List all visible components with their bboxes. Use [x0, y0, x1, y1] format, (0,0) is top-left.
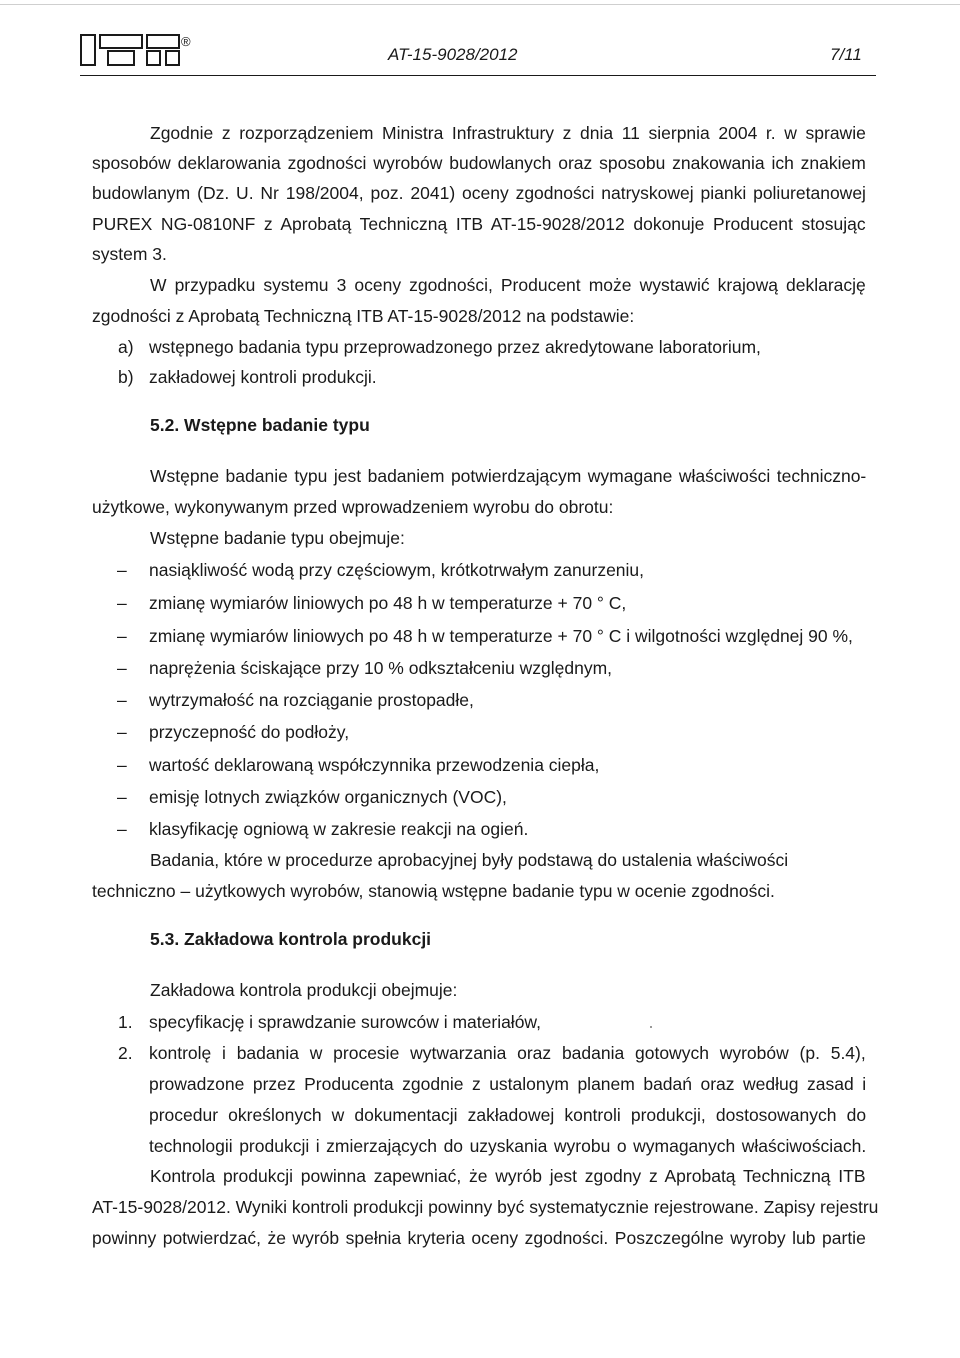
- paragraph-line: AT-15-9028/2012. Wyniki kontroli produkcji powinny być systematycznie rejestrowane. Zapisy rejestru: [92, 1197, 879, 1217]
- list-item: kontrolę i badania w procesie wytwarzania oraz badania gotowych wyrobów (p. 5.4),: [149, 1043, 866, 1063]
- list-item: klasyfikację ogniową w zakresie reakcji na ogień.: [149, 819, 529, 839]
- dash-bullet: –: [117, 690, 127, 710]
- page-number: 7/11: [830, 45, 862, 64]
- list-item-continuation: prowadzone przez Producenta zgodnie z ustalonym planem badań oraz według zasad i: [149, 1074, 867, 1094]
- paragraph-line: Badania, które w procedurze aprobacyjnej były podstawą do ustalenia właściwości: [150, 850, 789, 870]
- list-label: 1.: [118, 1012, 133, 1032]
- intro-line: sposobów deklarowania zgodności wyrobów budowlanych oraz sposobu znakowania ich znakiem: [92, 153, 866, 173]
- intro-line: PUREX NG-0810NF z Aprobatą Techniczną ITB AT-15-9028/2012 dokonuje Producent stosując: [92, 214, 866, 234]
- scan-edge-line: [0, 4, 960, 5]
- registered-mark: ®: [181, 34, 191, 49]
- paragraph-line: Wstępne badanie typu jest badaniem potwierdzającym wymagane właściwości techniczno-: [150, 466, 867, 486]
- dash-bullet: –: [117, 626, 127, 646]
- list-intro: Zakładowa kontrola produkcji obejmuje:: [150, 980, 458, 1000]
- itb-logo: [80, 32, 200, 73]
- list-item: nasiąkliwość wodą przy częściowym, krótkotrwałym zanurzeniu,: [149, 560, 645, 580]
- list-label: b): [118, 367, 134, 387]
- dash-bullet: –: [117, 722, 127, 742]
- dash-bullet: –: [117, 819, 127, 839]
- list-item: wytrzymałość na rozciąganie prostopadłe,: [149, 690, 474, 710]
- list-item-continuation: procedur określonych w dokumentacji zakładowej kontroli produkcji, dostosowanych do: [149, 1105, 867, 1125]
- section-heading: 5.2. Wstępne badanie typu: [150, 415, 370, 435]
- list-item: zmianę wymiarów liniowych po 48 h w temperaturze + 70 ° C i wilgotności względnej 90 %,: [149, 626, 853, 646]
- dash-bullet: –: [117, 658, 127, 678]
- list-item: specyfikację i sprawdzanie surowców i materiałów,: [149, 1012, 541, 1032]
- doc-number: AT-15-9028/2012: [388, 45, 518, 64]
- list-item: wstępnego badania typu przeprowadzonego przez akredytowane laboratorium,: [149, 337, 761, 357]
- list-intro: Wstępne badanie typu obejmuje:: [150, 528, 405, 548]
- list-item: naprężenia ściskające przy 10 % odkształceniu względnym,: [149, 658, 613, 678]
- paragraph-line: użytkowe, wykonywanym przed wprowadzeniem wyrobu do obrotu:: [92, 497, 614, 517]
- list-item-continuation: technologii produkcji i zmierzających do uzyskania wyrobu o wymaganych właściwościach.: [149, 1136, 867, 1156]
- dash-bullet: –: [117, 593, 127, 613]
- dash-bullet: –: [117, 560, 127, 580]
- paragraph-line: powinny potwierdzać, że wyrób spełnia kryteria oceny zgodności. Poszczególne wyroby lub partie: [92, 1228, 866, 1248]
- list-label: 2.: [118, 1043, 133, 1063]
- system3-line: zgodności z Aprobatą Techniczną ITB AT-15-9028/2012 na podstawie:: [92, 306, 635, 326]
- scan-speck: [650, 1026, 652, 1028]
- list-item: emisję lotnych związków organicznych (VOC),: [149, 787, 507, 807]
- dash-bullet: –: [117, 755, 127, 775]
- header-rule: [80, 75, 876, 76]
- system3-line: W przypadku systemu 3 oceny zgodności, Producent może wystawić krajową deklarację: [150, 275, 866, 295]
- intro-line: budowlanym (Dz. U. Nr 198/2004, poz. 2041) oceny zgodności natryskowej pianki poliuretanowej: [92, 183, 866, 203]
- list-item: przyczepność do podłoży,: [149, 722, 350, 742]
- paragraph-line: techniczno – użytkowych wyrobów, stanowią wstępne badanie typu w ocenie zgodności.: [92, 881, 775, 901]
- list-item: zmianę wymiarów liniowych po 48 h w temperaturze + 70 ° C,: [149, 593, 627, 613]
- section-heading: 5.3. Zakładowa kontrola produkcji: [150, 929, 432, 949]
- intro-line: Zgodnie z rozporządzeniem Ministra Infrastruktury z dnia 11 sierpnia 2004 r. w sprawie: [150, 123, 866, 143]
- list-label: a): [118, 337, 134, 357]
- list-item: zakładowej kontroli produkcji.: [149, 367, 377, 387]
- list-item: wartość deklarowaną współczynnika przewodzenia ciepła,: [149, 755, 600, 775]
- intro-line: system 3.: [92, 244, 167, 264]
- paragraph-line: Kontrola produkcji powinna zapewniać, że wyrób jest zgodny z Aprobatą Techniczną ITB: [150, 1166, 866, 1186]
- dash-bullet: –: [117, 787, 127, 807]
